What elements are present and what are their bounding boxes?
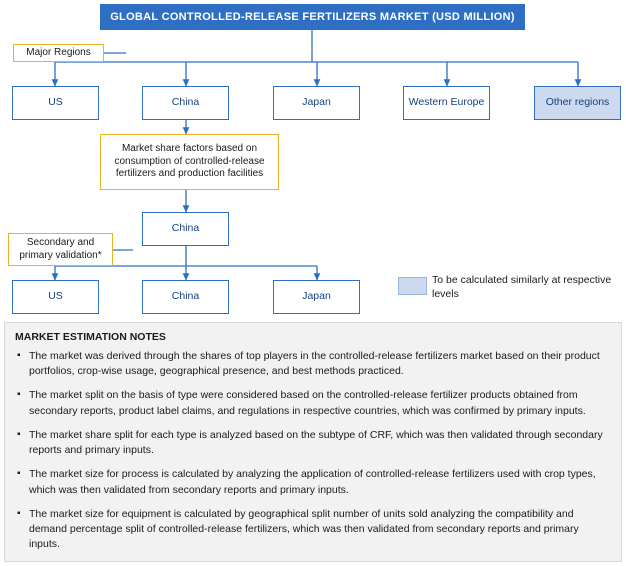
market-share-factors-note: Market share factors based on consumption of controlled-release fertilizers and production facilities — [100, 134, 279, 190]
notes-list — [15, 349, 611, 552]
sub-node-japan[interactable]: Japan — [273, 280, 360, 314]
region-node-other-regions[interactable]: Other regions — [534, 86, 621, 120]
notes-title: MARKET ESTIMATION NOTES — [15, 331, 166, 343]
mid-node-china[interactable]: China — [142, 212, 229, 246]
region-node-western-europe[interactable]: Western Europe — [403, 86, 490, 120]
region-node-china[interactable]: China — [142, 86, 229, 120]
legend-swatch — [398, 277, 427, 295]
page-title: GLOBAL CONTROLLED-RELEASE FERTILIZERS MARKET (USD MILLION) — [100, 4, 525, 30]
region-node-japan[interactable]: Japan — [273, 86, 360, 120]
list-item: ▪ The market split on the basis of type were considered based on the controlled-release fertilizer products obtained from secondary reports, product label claims, and regulations in respective countries, which was confirmed by primary inputs. — [15, 388, 611, 418]
list-item: ▪ The market size for process is calculated by analyzing the application of controlled-release fertilizers used with crop types, which was then validated from secondary reports and primary inputs. — [15, 467, 611, 497]
region-node-us[interactable]: US — [12, 86, 99, 120]
market-estimation-notes — [4, 322, 622, 562]
label-secondary-primary-validation: Secondary and primary validation* — [8, 233, 113, 266]
list-item: ▪ The market was derived through the shares of top players in the controlled-release fertilizers market based on their product portfolios, crop-wise usage, geographical presence, and best methods practiced. — [15, 349, 611, 379]
list-item: ▪ The market share split for each type is analyzed based on the subtype of CRF, which was then validated through secondary reports and primary inputs. — [15, 428, 611, 458]
list-item: ▪ The market size for equipment is calculated by geographical split number of units sold analyzing the compatibility and demand percentage split of controlled-release fertilizers, which was then validated from secondary reports and primary inputs. — [15, 507, 611, 553]
sub-node-china[interactable]: China — [142, 280, 229, 314]
sub-node-us[interactable]: US — [12, 280, 99, 314]
label-major-regions: Major Regions — [13, 44, 104, 62]
legend-text: To be calculated similarly at respective levels — [432, 274, 612, 300]
